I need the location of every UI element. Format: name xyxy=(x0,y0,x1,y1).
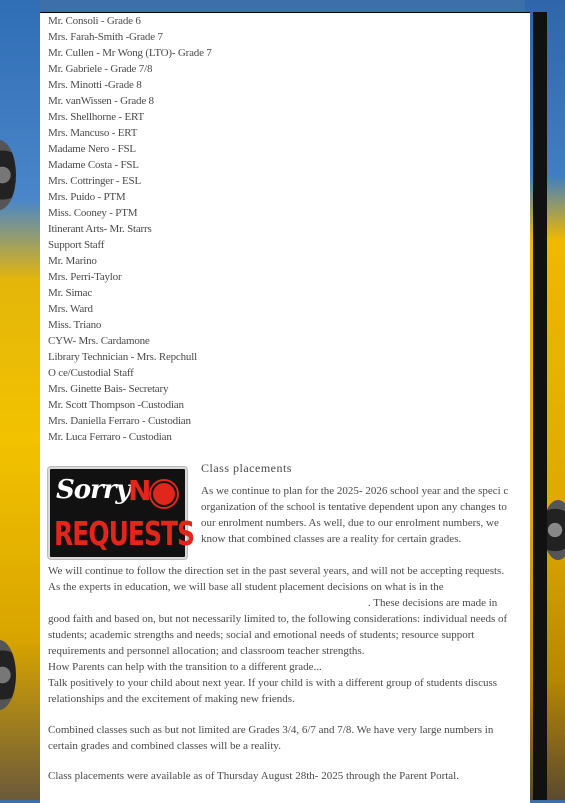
logo-requests-text: REQUESTS xyxy=(54,515,195,553)
staff-section-heading: Support Staff xyxy=(48,239,105,251)
staff-list-item: Mr. Gabriele - Grade 7/8 xyxy=(48,63,153,75)
staff-list-item: Mrs. Ginette Bais- Secretary xyxy=(48,383,169,395)
staff-list-item: Miss. Cooney - PTM xyxy=(48,207,138,219)
sorry-no-requests-logo xyxy=(48,467,195,559)
staff-list-item: Madame Costa - FSL xyxy=(48,159,139,171)
policy-text-start: We will continue to follow the direction set in the past several years, and will not be accepting requests. As the experts in education, we will base all student placement decisions on what is in the xyxy=(48,565,505,593)
page-edge-shadow xyxy=(533,12,547,800)
background-bus-left xyxy=(0,0,40,800)
availability-paragraph: Class placements were available as of Thursday August 28th- 2025 through the Parent Portal. xyxy=(48,770,459,782)
staff-list-item: Mrs. Mancuso - ERT xyxy=(48,127,138,139)
staff-list-item: Mrs. Cottringer - ESL xyxy=(48,175,141,187)
staff-list-item: Mr. Scott Thompson -Custodian xyxy=(48,399,184,411)
staff-list-item: Mrs. Minotti -Grade 8 xyxy=(48,79,142,91)
help-paragraph: Talk positively to your child about next year. If your child is with a different group of students discuss relationships and the excitement of making new friends. xyxy=(48,677,498,705)
vinyl-record-icon xyxy=(151,481,177,507)
staff-list-item: CYW- Mrs. Cardamone xyxy=(48,335,150,347)
logo-sorry-text: Sorry xyxy=(56,475,130,505)
bus-wheel-icon xyxy=(0,140,16,210)
help-section xyxy=(48,659,518,707)
staff-list-item: Mr. Consoli - Grade 6 xyxy=(48,15,141,27)
staff-list-item: Mrs. Farah-Smith -Grade 7 xyxy=(48,31,163,43)
placement-policy-paragraph xyxy=(48,563,518,659)
newsletter-page xyxy=(40,12,530,803)
section-title: Class placements xyxy=(201,461,292,475)
help-heading: How Parents can help with the transition to a different grade... xyxy=(48,661,322,673)
policy-text-end: . These decisions are made in good faith and based on, but not necessarily limited to, the following considerations: individual needs of students; academic strengths and needs; social and emotional needs of students; resource support requirements and personnel allocation; and classroom teacher strengths. xyxy=(48,597,508,657)
staff-list-item: Mrs. Shellhorne - ERT xyxy=(48,111,144,123)
staff-list-item: Mr. Simac xyxy=(48,287,93,299)
staff-list-item: Itinerant Arts- Mr. Starrs xyxy=(48,223,152,235)
staff-list-item: Mr. Cullen - Mr Wong (LTO)- Grade 7 xyxy=(48,47,212,59)
staff-section-heading: O ce/Custodial Staff xyxy=(48,367,134,379)
bus-wheel-icon xyxy=(0,640,16,710)
staff-list-item: Mrs. Daniella Ferraro - Custodian xyxy=(48,415,191,427)
intro-paragraph: As we continue to plan for the 2025- 2026 school year and the speci c organization of the school is tentative dependent upon any changes to our enrolment numbers. As well, due to our enrolment numbers, we know that combined classes are a reality for certain grades. xyxy=(201,485,509,545)
staff-list-item: Mr. vanWissen - Grade 8 xyxy=(48,95,154,107)
staff-list-item: Mr. Luca Ferraro - Custodian xyxy=(48,431,172,443)
staff-list-item: Madame Nero - FSL xyxy=(48,143,136,155)
combined-classes-paragraph: Combined classes such as but not limited are Grades 3/4, 6/7 and 7/8. We have very large numbers in certain grades and combined classes will be a reality. xyxy=(48,724,494,752)
logo-no-text: N xyxy=(128,474,152,507)
staff-list-item: Mrs. Puido - PTM xyxy=(48,191,126,203)
staff-list-item: Miss. Triano xyxy=(48,319,102,331)
staff-list-item: Mrs. Perri-Taylor xyxy=(48,271,122,283)
staff-list xyxy=(48,13,212,445)
staff-list-item: Library Technician - Mrs. Repchull xyxy=(48,351,197,363)
staff-list-item: Mrs. Ward xyxy=(48,303,93,315)
staff-list-item: Mr. Marino xyxy=(48,255,97,267)
